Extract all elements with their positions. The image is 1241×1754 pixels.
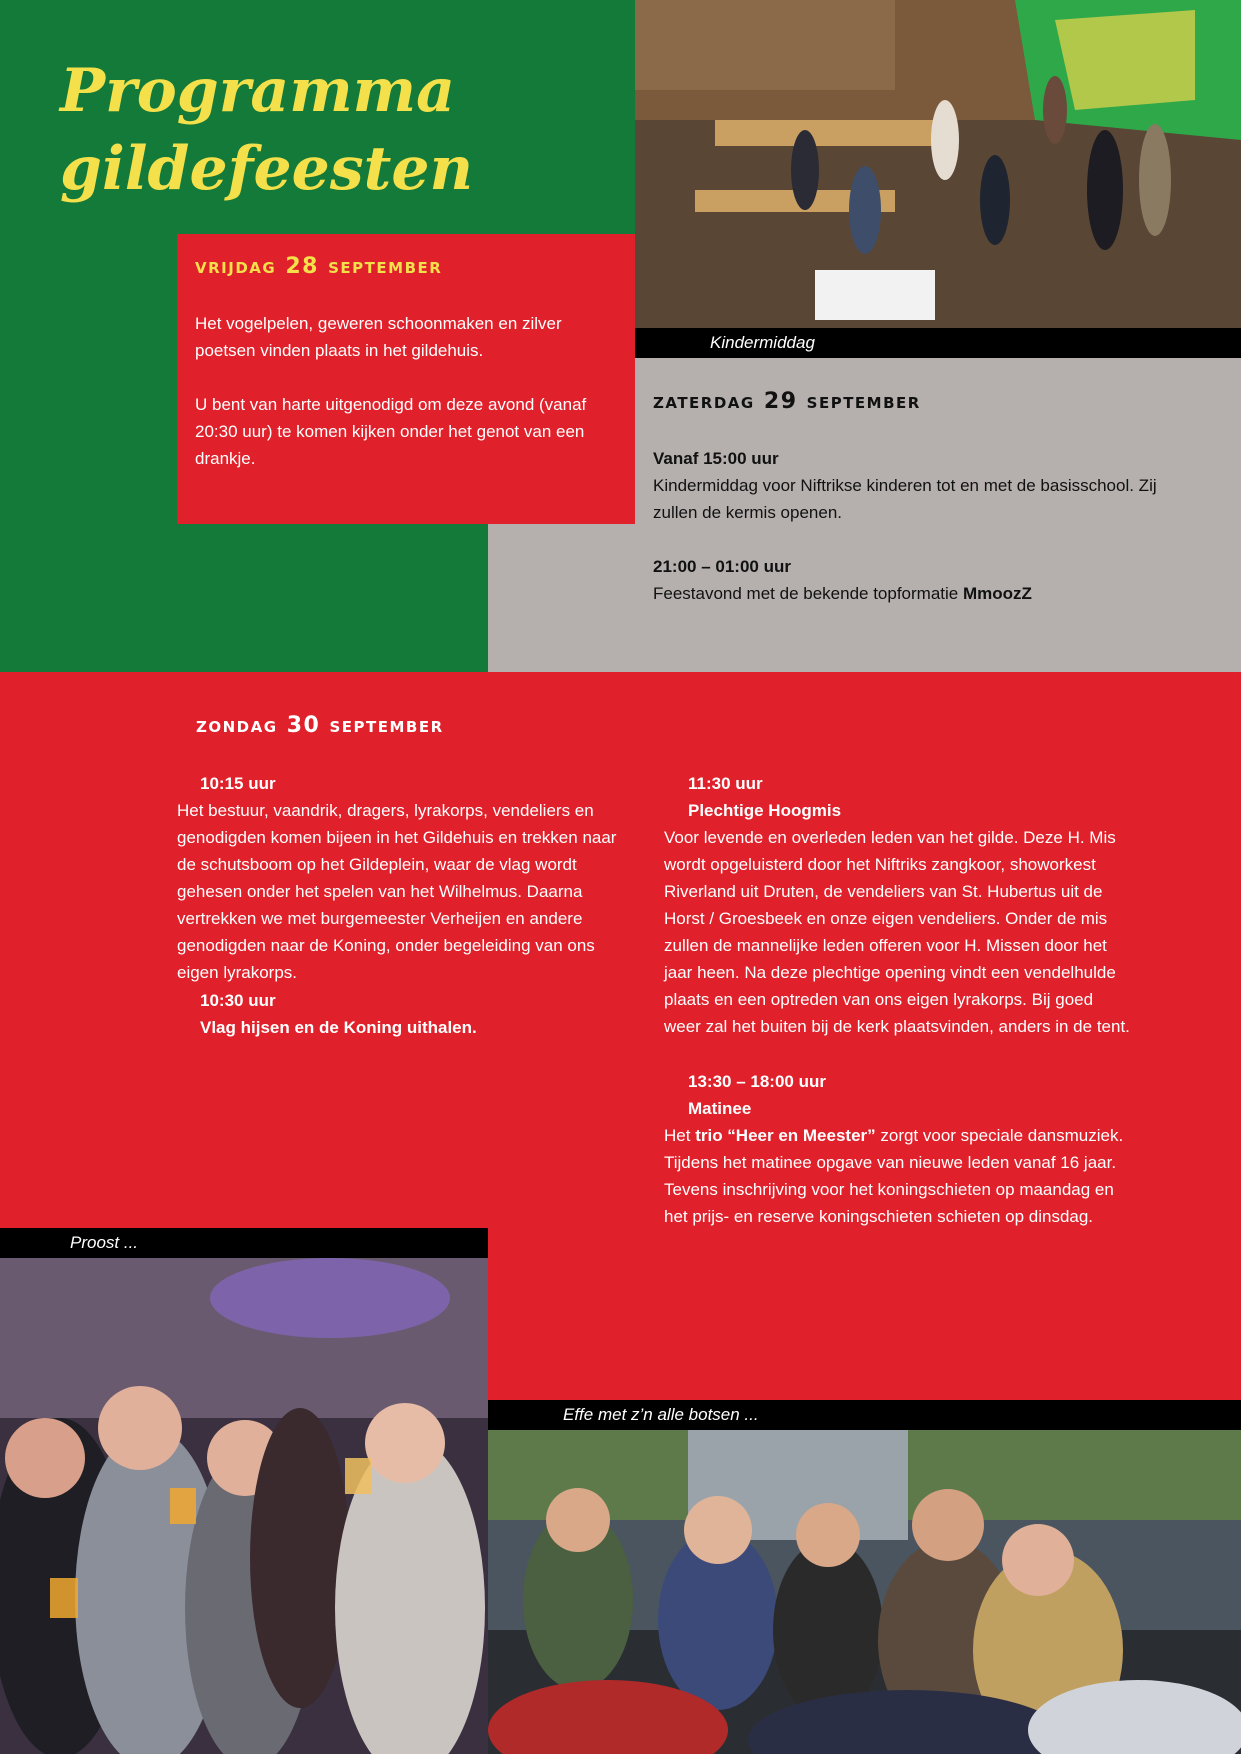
sunday-text-1: Het bestuur, vaandrik, dragers, lyrakorps, vendeliers en genodigden komen bijeen in het Gildehuis en trekken naar de schutsboom op het Gildeplein, waar de vlag wordt gehesen onder het spelen van het Wilhelmus. Daarna vertrekken we met burgemeester Verheijen en andere genodigden naar de Koning, onder begeleiding van ons eigen lyrakorps.: [177, 801, 617, 982]
proost-caption: [0, 1228, 488, 1258]
page-title: [60, 52, 580, 208]
saturday-text-1: Kindermiddag voor Niftrikse kinderen tot en met de basisschool. Zij zullen de kermis openen.: [653, 476, 1157, 522]
saturday-text-2-pre: Feestavond met de bekende topformatie: [653, 584, 963, 603]
sunday-title-2: Vlag hijsen en de Koning uithalen.: [200, 1018, 477, 1037]
sunday-time-4: 13:30 – 18:00 uur: [688, 1072, 826, 1091]
kindermiddag-photo: [635, 0, 1241, 328]
sunday-time-3: 11:30 uur: [688, 774, 763, 793]
friday-box: [177, 234, 635, 524]
title-line-2: gildefeesten: [60, 134, 474, 204]
sunday-title-4: Matinee: [688, 1099, 752, 1118]
kindermiddag-caption: [635, 328, 1241, 358]
friday-text-2: U bent van harte uitgenodigd om deze avond (vanaf 20:30 uur) te komen kijken onder het genot van een drankje.: [195, 395, 587, 468]
saturday-heading: zaterdag 29 september: [653, 389, 921, 414]
botsen-caption-text: Effe met z’n alle botsen ...: [563, 1405, 759, 1424]
sunday-time-1: 10:15 uur: [200, 774, 276, 793]
botsen-caption: [488, 1400, 1241, 1430]
sunday-title-3: Plechtige Hoogmis: [688, 801, 842, 820]
proost-photo: [0, 1258, 488, 1754]
saturday-time-1: Vanaf 15:00 uur: [653, 449, 779, 468]
botsen-photo: [488, 1430, 1241, 1754]
sunday-text-4-rest: zorgt voor speciale dansmuziek. Tijdens het matinee opgave van nieuwe leden vanaf 16 jaar. Tevens inschrijving voor het koningschieten op maandag en het prijs- en reserve koningschieten schieten op dinsdag.: [664, 1126, 1124, 1226]
friday-text-1: Het vogelpelen, geweren schoonmaken en zilver poetsen vinden plaats in het gildehuis.: [195, 314, 562, 360]
sunday-time-2: 10:30 uur: [200, 991, 276, 1010]
sunday-text-4-pre: Het: [664, 1126, 696, 1145]
proost-caption-text: Proost ...: [70, 1233, 139, 1252]
title-line-1: Programma: [60, 56, 456, 126]
kindermiddag-caption-text: Kindermiddag: [710, 333, 815, 352]
saturday-band: MmoozZ: [962, 584, 1032, 603]
sunday-text-4: [664, 1122, 1124, 1230]
sunday-trio: trio “Heer en Meester”: [695, 1126, 876, 1145]
saturday-text-2: [653, 580, 1213, 607]
sunday-heading: zondag 30 september: [196, 713, 444, 738]
saturday-time-2: 21:00 – 01:00 uur: [653, 557, 791, 576]
sunday-text-3: Voor levende en overleden leden van het gilde. Deze H. Mis wordt opgeluisterd door het Niftriks zangkoor, showorkest Riverland uit Druten, de vendeliers van St. Hubertus uit de Horst / Groesbeek en onze eigen vendeliers. Onder de mis zullen de mannelijke leden offeren voor H. Missen door het jaar heen. Na deze plechtige opening vindt een vendelhulde plaats en een optreden van ons eigen lyrakorps. Bij goed weer zal het buiten bij de kerk plaatsvinden, anders in de tent.: [664, 828, 1130, 1036]
friday-heading: vrijdag 28 september: [195, 254, 443, 279]
